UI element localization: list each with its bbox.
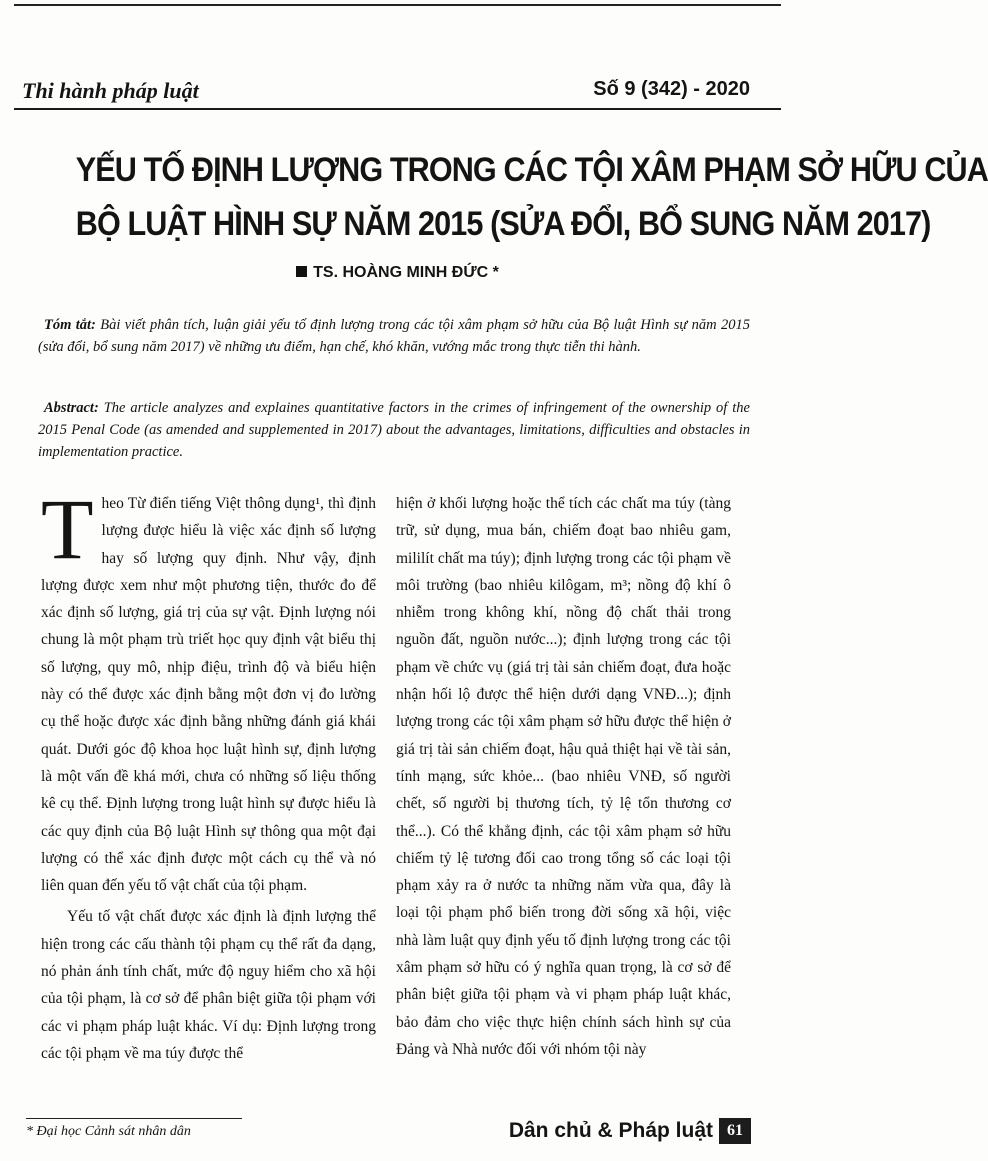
section-name: Thi hành pháp luật: [22, 78, 199, 103]
article-title: [75, 143, 988, 251]
abstract-vi-label: Tóm tắt:: [44, 317, 96, 333]
issue-number: Số 9 (342) - 2020: [593, 78, 750, 100]
abstract-vietnamese: [38, 314, 750, 358]
header-rule: [14, 108, 781, 110]
top-rule: [14, 4, 781, 6]
abstract-en-label: Abstract:: [44, 400, 99, 416]
drop-cap: T: [41, 481, 94, 577]
author-line: [0, 264, 795, 282]
footnote: * Đại học Cảnh sát nhân dân: [26, 1124, 191, 1139]
title-line-2: BỘ LUẬT HÌNH SỰ NĂM 2015 (SỬA ĐỔI, BỔ SUNG NĂM 2017): [75, 205, 931, 243]
abstract-english: [38, 397, 750, 463]
paragraph-1: [41, 481, 376, 899]
paragraph-1-text: heo Từ điển tiếng Việt thông dụng¹, thì định lượng được hiểu là việc xác định số lượng hay số lượng quy định. Như vậy, định lượng được xem như một phương tiện, thước đo để xác định số lượng, giá trị của sự vật. Định lượng nói chung là một phạm trù triết học quy định vật biểu thị số lượng, quy mô, nhịp điệu, trình độ và biểu hiện này có thể được xác định bằng một đơn vị đo lường cụ thể hoặc được xác định bằng những đánh giá khái quát. Dưới góc độ khoa học luật hình sự, định lượng là một vấn đề khá mới, chưa có những số liệu thống kê cụ thể. Định lượng trong luật hình sự được hiểu là các quy định của Bộ luật Hình sự thông qua một đại lượng có thể xác định được một cách cụ thể và nó liên quan đến yếu tố vật chất của tội phạm.: [41, 495, 376, 895]
journal-name: Dân chủ & Pháp luật: [508, 1119, 713, 1142]
footnote-rule: [26, 1118, 242, 1119]
page-number: 61: [719, 1118, 751, 1144]
body-column-left: [41, 481, 376, 1067]
abstract-en-text: The article analyzes and explaines quantitative factors in the crimes of infringement of the ownership of the 2015 Penal Code (as amended and supplemented in 2017) about the advantages, limitations, difficulties and obstacles in implementation practice.: [38, 400, 750, 460]
paragraph-2-continued: hiện ở khối lượng hoặc thể tích các chất ma túy (tàng trữ, sử dụng, mua bán, chiếm đoạt bao nhiêu gam, mililít chất ma túy); định lượng trong các tội phạm về môi trường (bao nhiêu kilôgam, m³; nồng độ khí ô nhiễm trong không khí, nồng độ chất thải trong nguồn đất, nguồn nước...); định lượng trong các tội phạm về chức vụ (giá trị tài sản chiếm đoạt, đưa hoặc nhận hối lộ được thể hiện dưới dạng VNĐ...); định lượng trong các tội xâm phạm sở hữu được thể hiện ở giá trị tài sản chiếm đoạt, hậu quả thiệt hại về tài sản, tính mạng, sức khỏe... (bao nhiêu VNĐ, số người chết, số người bị thương tích, tỷ lệ tổn thương cơ thể...). Có thể khẳng định, các tội xâm phạm sở hữu chiếm tỷ lệ tương đối cao trong tổng số các loại tội phạm xảy ra ở nước ta những năm vừa qua, đây là loại tội phạm phổ biến trong đời sống xã hội, việc nhà làm luật quy định yếu tố định lượng trong các tội xâm phạm sở hữu có ý nghĩa quan trọng, là cơ sở để phân biệt giữa tội phạm và vi phạm pháp luật khác, bảo đảm cho việc thực hiện chính sách hình sự của Đảng và Nhà nước đối với nhóm tội này: [396, 495, 731, 1058]
square-bullet-icon: [296, 266, 307, 277]
body-column-right: [396, 490, 731, 1063]
title-line-1: YẾU TỐ ĐỊNH LƯỢNG TRONG CÁC TỘI XÂM PHẠM SỞ HỮU CỦA: [75, 151, 988, 189]
abstract-vi-text: Bài viết phân tích, luận giải yếu tố định lượng trong các tội xâm phạm sở hữu của Bộ luật Hình sự năm 2015 (sửa đổi, bổ sung năm 2017) về những ưu điểm, hạn chế, khó khăn, vướng mắc trong thực tiễn thi hành.: [38, 317, 750, 355]
paragraph-2: Yếu tố vật chất được xác định là định lượng thể hiện trong các cấu thành tội phạm cụ thể rất đa dạng, nó phản ánh tính chất, mức độ nguy hiểm cho xã hội của tội phạm, là cơ sở để phân biệt giữa tội phạm với các vi phạm pháp luật khác. Ví dụ: Định lượng trong các tội phạm về ma túy được thể: [41, 908, 376, 1062]
author-name: TS. HOÀNG MINH ĐỨC *: [313, 264, 499, 281]
